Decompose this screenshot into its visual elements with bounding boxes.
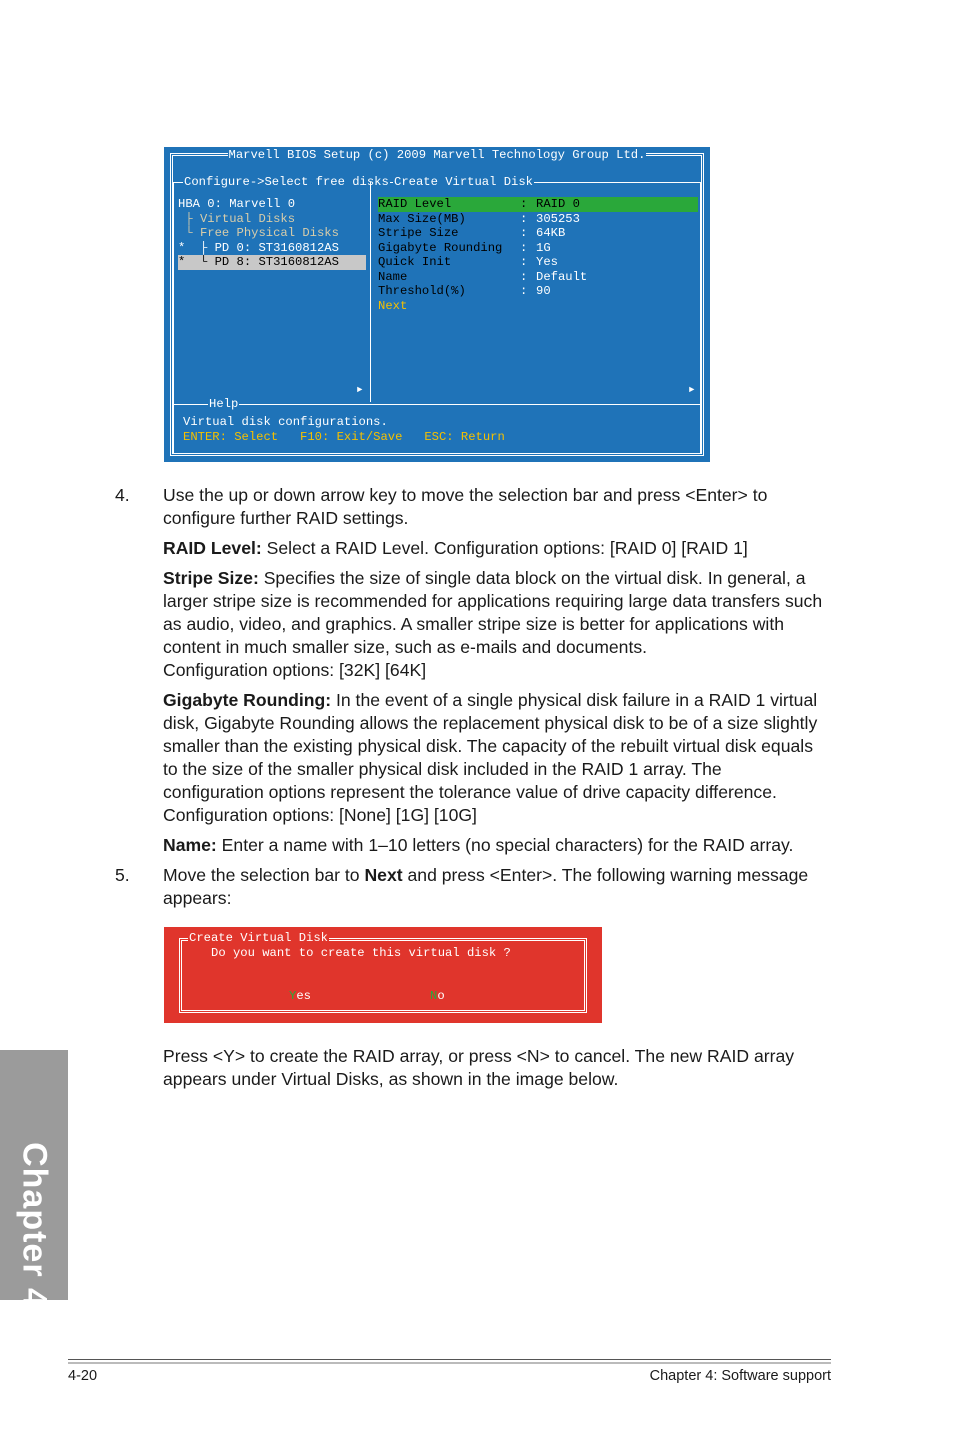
- footer-rule: [68, 1359, 831, 1360]
- prop-label: Name: [378, 269, 408, 284]
- help-text: Virtual disk configurations.: [183, 415, 388, 429]
- raid-level-desc: [163, 537, 823, 560]
- step-5-text: [163, 864, 823, 910]
- prop-value: 305253: [536, 211, 580, 226]
- tree-pd-8[interactable]: * └ PD 8: ST3160812AS: [178, 255, 366, 270]
- prop-value: Default: [536, 269, 588, 284]
- chapter-tab-label: Chapter 4: [15, 1142, 54, 1308]
- prop-label: RAID Level: [378, 197, 452, 211]
- yes-hotkey: Y: [289, 989, 297, 1003]
- prop-sep: :: [520, 255, 528, 269]
- prop-sep: :: [520, 269, 528, 284]
- yes-button[interactable]: [289, 989, 311, 1003]
- page-number: 4-20: [68, 1368, 98, 1384]
- tree-pd-0[interactable]: * ├ PD 0: ST3160812AS: [178, 240, 339, 255]
- gigabyte-rounding-options: Configuration options: [None] [1G] [10G]: [163, 805, 477, 825]
- bios-border-right: [700, 182, 701, 453]
- bios-help-divider: [173, 404, 701, 405]
- prop-gigabyte-rounding[interactable]: [378, 241, 698, 256]
- bios-border-left: [173, 182, 174, 453]
- gigabyte-rounding-text: In the event of a single physical disk failure in a RAID 1 virtual disk, Gigabyte Rounding allows the replacement physical disk to be of a size slightly smaller than the existing physical disk. The capacity of the rebuilt virtual disk equals to the size of the smaller physical disk included in the RAID 1 array. The configuration options represent the tolerance value of drive capacity difference.: [163, 690, 818, 802]
- disk-tree: [178, 197, 366, 270]
- prop-quick-init[interactable]: [378, 255, 698, 270]
- raid-level-label: RAID Level:: [163, 538, 262, 558]
- stripe-size-desc: [163, 567, 823, 682]
- dialog-question: Do you want to create this virtual disk ?: [211, 946, 511, 960]
- prop-value: 90: [536, 284, 551, 298]
- bios-title-bar: [164, 148, 710, 163]
- prop-value: 1G: [536, 240, 551, 255]
- prop-value: RAID 0: [536, 197, 580, 211]
- prop-sep: :: [520, 226, 528, 240]
- bios-help-title: Help: [209, 397, 239, 411]
- footer-section: Chapter 4: Software support: [649, 1368, 831, 1384]
- no-hotkey: N: [430, 989, 438, 1003]
- prop-threshold[interactable]: [378, 284, 698, 299]
- tree-virtual-disks[interactable]: ├ Virtual Disks: [178, 211, 296, 226]
- closing-text: Press <Y> to create the RAID array, or press <N> to cancel. The new RAID array appears under Virtual Disks, as shown in the image below.: [163, 1046, 795, 1089]
- prop-raid-level[interactable]: [378, 197, 698, 212]
- bios-left-title: Configure->Select free disks: [184, 175, 389, 189]
- name-label: Name:: [163, 835, 217, 855]
- raid-level-text: Select a RAID Level. Configuration options: [RAID 0] [RAID 1]: [261, 538, 748, 558]
- yes-label: es: [296, 989, 311, 1003]
- tree-free-physical-disks[interactable]: └ Free Physical Disks: [178, 226, 339, 240]
- prop-label: Quick Init: [378, 255, 452, 269]
- prop-stripe-size[interactable]: [378, 226, 698, 241]
- prop-name[interactable]: [378, 270, 698, 285]
- step-5-pre: Move the selection bar to: [163, 865, 365, 885]
- step-4-number: 4.: [115, 485, 130, 505]
- step-5-number: 5.: [115, 865, 130, 885]
- bios-screen: [164, 147, 710, 462]
- name-text: Enter a name with 1–10 letters (no special characters) for the RAID array.: [216, 835, 794, 855]
- create-virtual-disk-dialog: [164, 927, 602, 1023]
- help-keys: ENTER: Select F10: Exit/Save ESC: Return: [183, 430, 505, 444]
- chapter-tab: [0, 1050, 68, 1308]
- prop-label: Stripe Size: [378, 226, 459, 240]
- scroll-right-arrow-icon: ►: [357, 385, 363, 395]
- prop-label: Threshold(%): [378, 284, 466, 298]
- step-5-bold: Next: [364, 865, 403, 885]
- gigabyte-rounding-desc: [163, 689, 823, 827]
- footer-rule-shadow: [68, 1362, 831, 1364]
- gigabyte-rounding-label: Gigabyte Rounding:: [163, 690, 332, 710]
- prop-sep: :: [520, 240, 528, 255]
- dialog-title: Create Virtual Disk: [189, 931, 328, 945]
- scroll-right-arrow-icon: ►: [689, 385, 695, 395]
- stripe-size-label: Stripe Size:: [163, 568, 259, 588]
- bios-title: Marvell BIOS Setup (c) 2009 Marvell Technology Group Ltd.: [228, 148, 646, 162]
- step-4-text: Use the up or down arrow key to move the selection bar and press <Enter> to configure further RAID settings.: [163, 485, 768, 528]
- stripe-size-text: Specifies the size of single data block on the virtual disk. In general, a larger stripe size is recommended for applications requiring large data transfers such as audio, video, and graphics. A smaller stripe size is better for applications with content in much smaller size, such as e-mails and documents.: [163, 568, 823, 657]
- stripe-size-options: Configuration options: [32K] [64K]: [163, 660, 427, 680]
- prop-sep: :: [520, 211, 528, 226]
- bios-column-divider: [370, 182, 371, 402]
- no-label: o: [437, 989, 445, 1003]
- virtual-disk-properties: [378, 197, 698, 313]
- prop-sep: :: [520, 197, 528, 211]
- bios-right-title: Create Virtual Disk: [394, 175, 533, 189]
- prop-sep: :: [520, 284, 528, 298]
- next-label: Next: [378, 298, 408, 313]
- prop-label: Max Size(MB): [378, 211, 466, 226]
- tree-hba[interactable]: HBA 0: Marvell 0: [178, 197, 296, 211]
- name-desc: [163, 834, 823, 857]
- next-option[interactable]: [378, 299, 698, 314]
- prop-label: Gigabyte Rounding: [378, 240, 503, 255]
- prop-max-size[interactable]: [378, 212, 698, 227]
- step-5-post: and press <Enter>. The following warning message appears:: [163, 865, 809, 908]
- prop-value: 64KB: [536, 226, 566, 240]
- prop-value: Yes: [536, 255, 558, 269]
- no-button[interactable]: [430, 989, 445, 1003]
